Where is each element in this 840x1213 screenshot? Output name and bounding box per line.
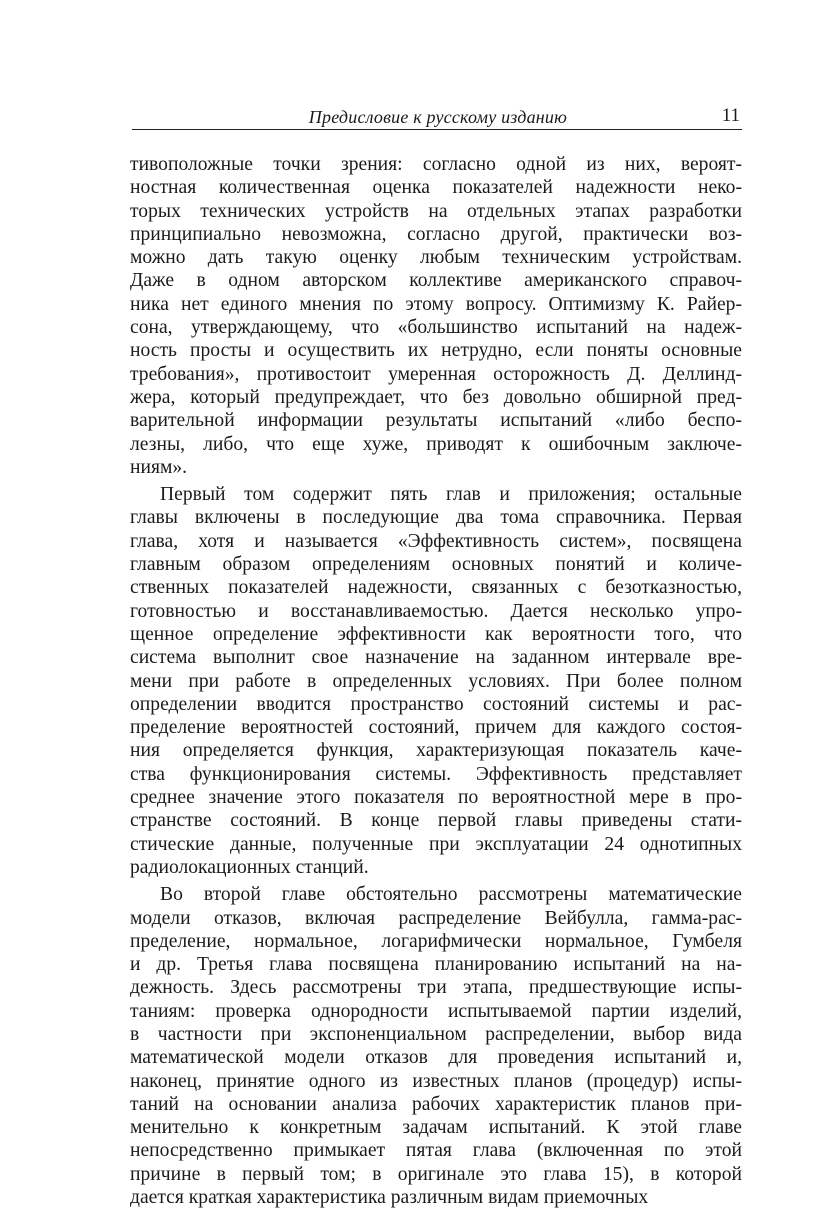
text-line: таний на основании анализа рабочих характеристик планов при-	[130, 1093, 742, 1115]
text-line: ственных показателей надежности, связанных с безотказностью,	[130, 577, 742, 599]
text-line: щенное определение эффективности как вероятности того, что	[130, 623, 742, 645]
text-line: ния определяется функция, характеризующая показатель каче-	[130, 740, 742, 762]
text-line: пределение, нормальное, логарифмически нормальное, Гумбеля	[130, 930, 742, 952]
text-line: непосредственно примыкает пятая глава (включенная по этой	[130, 1140, 742, 1162]
text-line: мени при работе в определенных условиях. При более полном	[130, 670, 742, 692]
body-text	[130, 153, 742, 1213]
text-line: дается краткая характеристика различным видам приемочных	[130, 1187, 649, 1209]
text-line: математической модели отказов для проведения испытаний и,	[130, 1047, 742, 1069]
text-line: наконец, принятие одного из известных планов (процедур) испы-	[130, 1070, 742, 1092]
text-line: Во второй главе обстоятельно рассмотрены математические	[160, 884, 742, 906]
text-line: главным образом определениям основных понятий и количе-	[130, 554, 742, 576]
page-number: 11	[721, 105, 740, 126]
text-line: ность просты и осуществить их нетрудно, если поняты основные	[130, 340, 742, 362]
text-line: готовностью и восстанавливаемостью. Дается несколько упро-	[130, 600, 742, 622]
text-line: сона, утверждающему, что «большинство испытаний на надеж-	[130, 317, 742, 339]
text-line: принципиально невозможна, согласно другой, практически воз-	[130, 223, 742, 245]
text-line: тивоположные точки зрения: согласно одной из них, вероят-	[130, 154, 742, 175]
text-line: странстве состояний. В конце первой главы приведены стати-	[130, 810, 742, 832]
text-line: ниям».	[130, 456, 188, 478]
text-line: причине в первый том; в оригинале это глава 15), в которой	[130, 1163, 742, 1185]
text-line: модели отказов, включая распределение Вейбулла, гамма-рас-	[130, 907, 742, 929]
paragraph	[130, 483, 742, 879]
text-line: пределение вероятностей состояний, причем для каждого состоя-	[130, 717, 742, 739]
text-line: требования», противостоит умеренная осторожность Д. Деллинд-	[130, 363, 742, 385]
text-line: торых технических устройств на отдельных этапах разработки	[130, 200, 742, 222]
text-line: жера, который предупреждает, что без довольно обширной пред-	[130, 386, 742, 408]
text-line: ника нет единого мнения по этому вопросу. Оптимизму К. Райер-	[130, 293, 742, 315]
text-line: ства функционирования системы. Эффективность представляет	[130, 763, 742, 785]
text-line: менительно к конкретным задачам испытаний. К этой главе	[130, 1117, 742, 1139]
text-line: в частности при экспоненциальном распределении, выбор вида	[130, 1023, 742, 1045]
text-line: определении вводится пространство состояний системы и рас-	[130, 693, 742, 715]
text-line: радиолокационных станций.	[130, 856, 369, 878]
text-line: главы включены в последующие два тома справочника. Первая	[130, 507, 742, 529]
text-line: дежность. Здесь рассмотрены три этапа, предшествующие испы-	[130, 977, 742, 999]
text-line: ностная количественная оценка показателей надежности неко-	[130, 177, 742, 199]
text-line: можно дать такую оценку любым техническим устройствам.	[130, 247, 742, 269]
text-line: система выполнит свое назначение на заданном интервале вре-	[130, 647, 742, 669]
text-line: стические данные, полученные при эксплуатации 24 однотипных	[130, 833, 742, 855]
paragraph	[130, 153, 742, 479]
text-line: варительной информации результаты испытаний «либо беспо-	[130, 410, 742, 432]
paragraph	[130, 883, 742, 1209]
text-line: лезны, либо, что еще хуже, приводят к ошибочным заключе-	[130, 433, 742, 455]
text-line: Первый том содержит пять глав и приложения; остальные	[160, 484, 742, 506]
running-header	[132, 103, 742, 130]
running-title: Предисловие к русскому изданию	[308, 107, 567, 127]
text-line: глава, хотя и называется «Эффективность систем», посвящена	[130, 530, 742, 552]
text-line: и др. Третья глава посвящена планированию испытаний на на-	[130, 954, 742, 976]
text-line: Даже в одном авторском коллективе американского справоч-	[130, 270, 742, 292]
text-line: среднее значение этого показателя по вероятностной мере в про-	[130, 787, 742, 809]
text-line: таниям: проверка однородности испытываемой партии изделий,	[130, 1000, 742, 1022]
